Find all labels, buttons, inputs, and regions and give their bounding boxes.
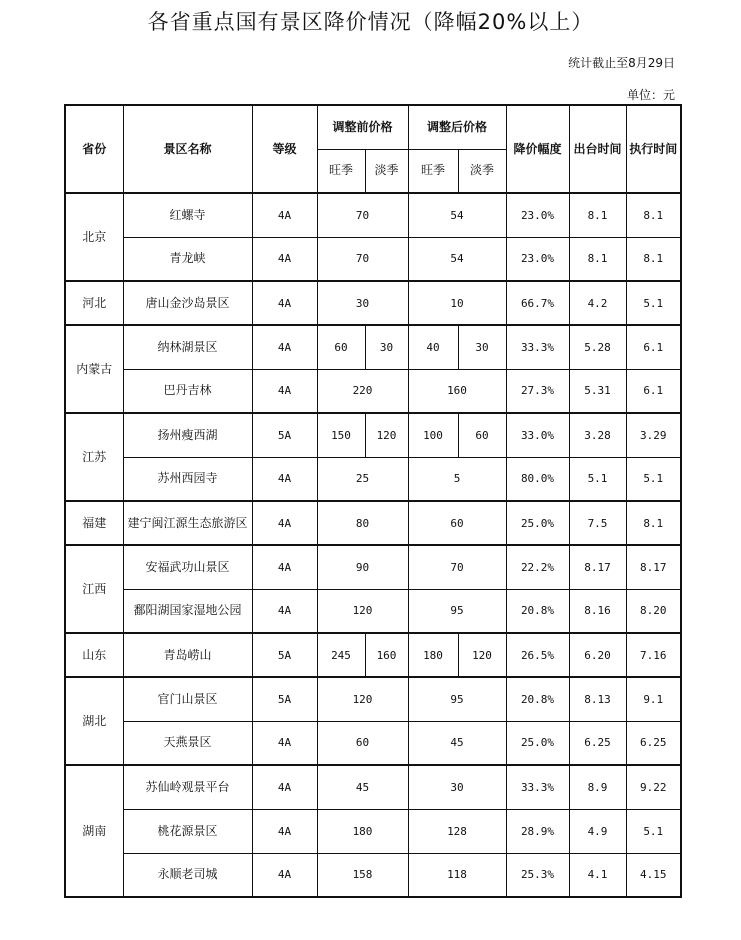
after-peak-cell: 180 [408,633,458,677]
scenic-name-cell: 唐山金沙岛景区 [123,281,252,325]
unit-note: 单位：元 [626,88,675,102]
scenic-name-cell: 永顺老司城 [123,853,252,897]
grade-cell: 4A [252,325,317,369]
drop-rate-cell: 33.0% [506,413,569,457]
table-row [65,721,681,765]
province-cell: 河北 [65,281,123,325]
issue-time-cell: 6.25 [569,721,626,765]
grade-cell: 4A [252,501,317,545]
drop-rate-cell: 33.3% [506,325,569,369]
province-cell: 湖南 [65,765,123,897]
exec-time-cell: 8.17 [626,545,681,589]
after-off-cell: 30 [458,325,506,369]
table-row [65,325,681,369]
scenic-name-cell: 纳林湖景区 [123,325,252,369]
before-price-cell: 70 [317,237,408,281]
table-row [65,413,681,457]
issue-time-cell: 8.1 [569,193,626,237]
stat-date-note: 统计截止至8月29日 [568,56,675,70]
page-title: 各省重点国有景区降价情况（降幅20%以上） [147,10,594,34]
issue-time-cell: 5.31 [569,369,626,413]
after-price-cell: 45 [408,721,506,765]
after-off-cell: 120 [458,633,506,677]
before-off-cell: 160 [365,633,408,677]
scenic-name-cell: 安福武功山景区 [123,545,252,589]
province-cell: 福建 [65,501,123,545]
issue-time-cell: 8.1 [569,237,626,281]
header-exec-time: 执行时间 [626,105,681,193]
exec-time-cell: 6.1 [626,369,681,413]
before-price-cell: 25 [317,457,408,501]
table-row [65,633,681,677]
table-row [65,765,681,809]
before-peak-cell: 150 [317,413,365,457]
after-peak-cell: 40 [408,325,458,369]
header-scenic-name: 景区名称 [123,105,252,193]
drop-rate-cell: 25.0% [506,501,569,545]
after-peak-cell: 100 [408,413,458,457]
drop-rate-cell: 27.3% [506,369,569,413]
header-after-peak: 旺季 [408,149,458,193]
exec-time-cell: 9.22 [626,765,681,809]
after-price-cell: 30 [408,765,506,809]
issue-time-cell: 5.1 [569,457,626,501]
table-row [65,545,681,589]
drop-rate-cell: 25.3% [506,853,569,897]
issue-time-cell: 4.2 [569,281,626,325]
drop-rate-cell: 25.0% [506,721,569,765]
before-price-cell: 158 [317,853,408,897]
province-cell: 内蒙古 [65,325,123,413]
after-price-cell: 54 [408,237,506,281]
header-province: 省份 [65,105,123,193]
scenic-name-cell: 鄱阳湖国家湿地公园 [123,589,252,633]
issue-time-cell: 8.13 [569,677,626,721]
grade-cell: 4A [252,369,317,413]
scenic-name-cell: 官门山景区 [123,677,252,721]
after-price-cell: 160 [408,369,506,413]
scenic-name-cell: 巴丹吉林 [123,369,252,413]
header-before-peak: 旺季 [317,149,365,193]
exec-time-cell: 8.1 [626,193,681,237]
grade-cell: 4A [252,545,317,589]
table-row [65,501,681,545]
before-peak-cell: 60 [317,325,365,369]
exec-time-cell: 9.1 [626,677,681,721]
table-row [65,853,681,897]
issue-time-cell: 7.5 [569,501,626,545]
province-cell: 北京 [65,193,123,281]
header-after-price: 调整后价格 [408,105,506,149]
province-cell: 江西 [65,545,123,633]
header-after-off: 淡季 [458,149,506,193]
before-off-cell: 30 [365,325,408,369]
exec-time-cell: 8.20 [626,589,681,633]
exec-time-cell: 6.25 [626,721,681,765]
header-issue-time: 出台时间 [569,105,626,193]
grade-cell: 4A [252,457,317,501]
province-cell: 湖北 [65,677,123,765]
grade-cell: 5A [252,633,317,677]
before-price-cell: 90 [317,545,408,589]
drop-rate-cell: 26.5% [506,633,569,677]
scenic-name-cell: 天燕景区 [123,721,252,765]
after-price-cell: 118 [408,853,506,897]
header-before-off: 淡季 [365,149,408,193]
header-before-price: 调整前价格 [317,105,408,149]
grade-cell: 4A [252,237,317,281]
drop-rate-cell: 20.8% [506,589,569,633]
grade-cell: 5A [252,413,317,457]
exec-time-cell: 3.29 [626,413,681,457]
issue-time-cell: 4.1 [569,853,626,897]
scenic-name-cell: 扬州瘦西湖 [123,413,252,457]
before-price-cell: 180 [317,809,408,853]
table-row [65,457,681,501]
before-price-cell: 70 [317,193,408,237]
scenic-name-cell: 桃花源景区 [123,809,252,853]
grade-cell: 4A [252,193,317,237]
grade-cell: 4A [252,721,317,765]
before-price-cell: 45 [317,765,408,809]
exec-time-cell: 7.16 [626,633,681,677]
before-price-cell: 120 [317,589,408,633]
before-price-cell: 220 [317,369,408,413]
header-grade: 等级 [252,105,317,193]
issue-time-cell: 8.9 [569,765,626,809]
grade-cell: 4A [252,589,317,633]
exec-time-cell: 6.1 [626,325,681,369]
drop-rate-cell: 20.8% [506,677,569,721]
exec-time-cell: 8.1 [626,501,681,545]
table-row [65,281,681,325]
table-row [65,237,681,281]
before-price-cell: 120 [317,677,408,721]
exec-time-cell: 8.1 [626,237,681,281]
after-price-cell: 10 [408,281,506,325]
drop-rate-cell: 23.0% [506,237,569,281]
exec-time-cell: 5.1 [626,457,681,501]
after-price-cell: 70 [408,545,506,589]
before-price-cell: 30 [317,281,408,325]
province-cell: 山东 [65,633,123,677]
province-cell: 江苏 [65,413,123,501]
exec-time-cell: 4.15 [626,853,681,897]
after-price-cell: 95 [408,677,506,721]
table-row [65,193,681,237]
before-off-cell: 120 [365,413,408,457]
exec-time-cell: 5.1 [626,809,681,853]
after-price-cell: 54 [408,193,506,237]
issue-time-cell: 6.20 [569,633,626,677]
scenic-name-cell: 苏仙岭观景平台 [123,765,252,809]
exec-time-cell: 5.1 [626,281,681,325]
table-row [65,369,681,413]
scenic-name-cell: 青龙峡 [123,237,252,281]
after-off-cell: 60 [458,413,506,457]
scenic-name-cell: 建宁闽江源生态旅游区 [123,501,252,545]
drop-rate-cell: 33.3% [506,765,569,809]
table-row [65,589,681,633]
grade-cell: 4A [252,853,317,897]
after-price-cell: 5 [408,457,506,501]
issue-time-cell: 5.28 [569,325,626,369]
drop-rate-cell: 80.0% [506,457,569,501]
grade-cell: 4A [252,809,317,853]
drop-rate-cell: 28.9% [506,809,569,853]
issue-time-cell: 4.9 [569,809,626,853]
before-price-cell: 80 [317,501,408,545]
table-row [65,677,681,721]
before-price-cell: 60 [317,721,408,765]
issue-time-cell: 8.17 [569,545,626,589]
scenic-name-cell: 红螺寺 [123,193,252,237]
drop-rate-cell: 23.0% [506,193,569,237]
table-body [65,193,681,897]
after-price-cell: 95 [408,589,506,633]
scenic-name-cell: 青岛崂山 [123,633,252,677]
after-price-cell: 128 [408,809,506,853]
scenic-name-cell: 苏州西园寺 [123,457,252,501]
table-row [65,809,681,853]
issue-time-cell: 8.16 [569,589,626,633]
scenic-price-table [64,104,682,898]
drop-rate-cell: 22.2% [506,545,569,589]
issue-time-cell: 3.28 [569,413,626,457]
grade-cell: 4A [252,765,317,809]
after-price-cell: 60 [408,501,506,545]
before-peak-cell: 245 [317,633,365,677]
grade-cell: 5A [252,677,317,721]
header-drop-rate: 降价幅度 [506,105,569,193]
drop-rate-cell: 66.7% [506,281,569,325]
grade-cell: 4A [252,281,317,325]
